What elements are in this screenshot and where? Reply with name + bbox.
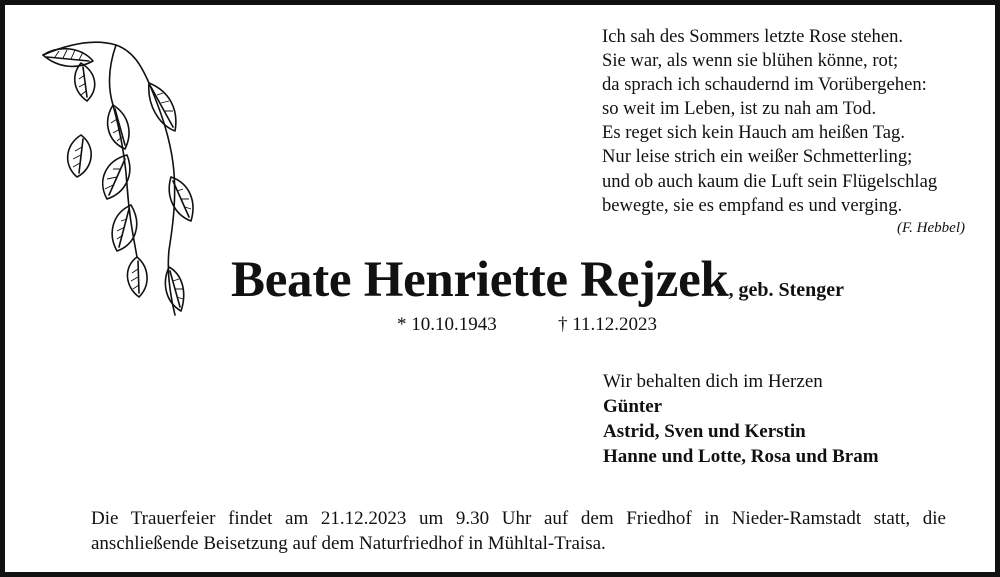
family-intro: Wir behalten dich im Herzen [603, 371, 823, 392]
family-member: Hanne und Lotte, Rosa und Bram [603, 446, 879, 467]
poem [602, 25, 972, 238]
poem-line: Es reget sich kein Hauch am heißen Tag. [602, 122, 905, 144]
poem-author: (F. Hebbel) [896, 219, 965, 236]
poem-line: Ich sah des Sommers letzte Rose stehen. [602, 26, 904, 47]
birch-branch-icon [41, 35, 211, 335]
poem-line: Nur leise strich ein weißer Schmetterling; [602, 146, 913, 168]
poem-line: Sie war, als wenn sie blühen könne, rot; [602, 50, 899, 72]
maiden-name: , geb. Stenger [728, 279, 845, 301]
funeral-notice: Die Trauerfeier findet am 21.12.2023 um 9.30 Uhr auf dem Friedhof in Nieder-Ramstadt statt, die anschließende Beisetzung auf dem Naturfriedhof in Mühltal-Traisa. [91, 508, 946, 554]
deceased-name-row [231, 251, 844, 309]
family-signature [603, 369, 879, 469]
family-member: Astrid, Sven und Kerstin [603, 421, 806, 442]
poem-line: da sprach ich schaudernd im Vorübergehen: [602, 74, 927, 96]
family-member: Günter [603, 396, 663, 417]
death-date: † 11.12.2023 [558, 314, 658, 335]
poem-line: und ob auch kaum die Luft sein Flügelschlag [602, 170, 938, 192]
poem-line: bewegte, sie es empfand es und verging. [602, 194, 903, 216]
poem-line: so weit im Leben, ist zu nah am Tod. [602, 98, 877, 120]
deceased-name: Beate Henriette Rejzek [231, 252, 729, 308]
birth-date: * 10.10.1943 [397, 314, 497, 335]
